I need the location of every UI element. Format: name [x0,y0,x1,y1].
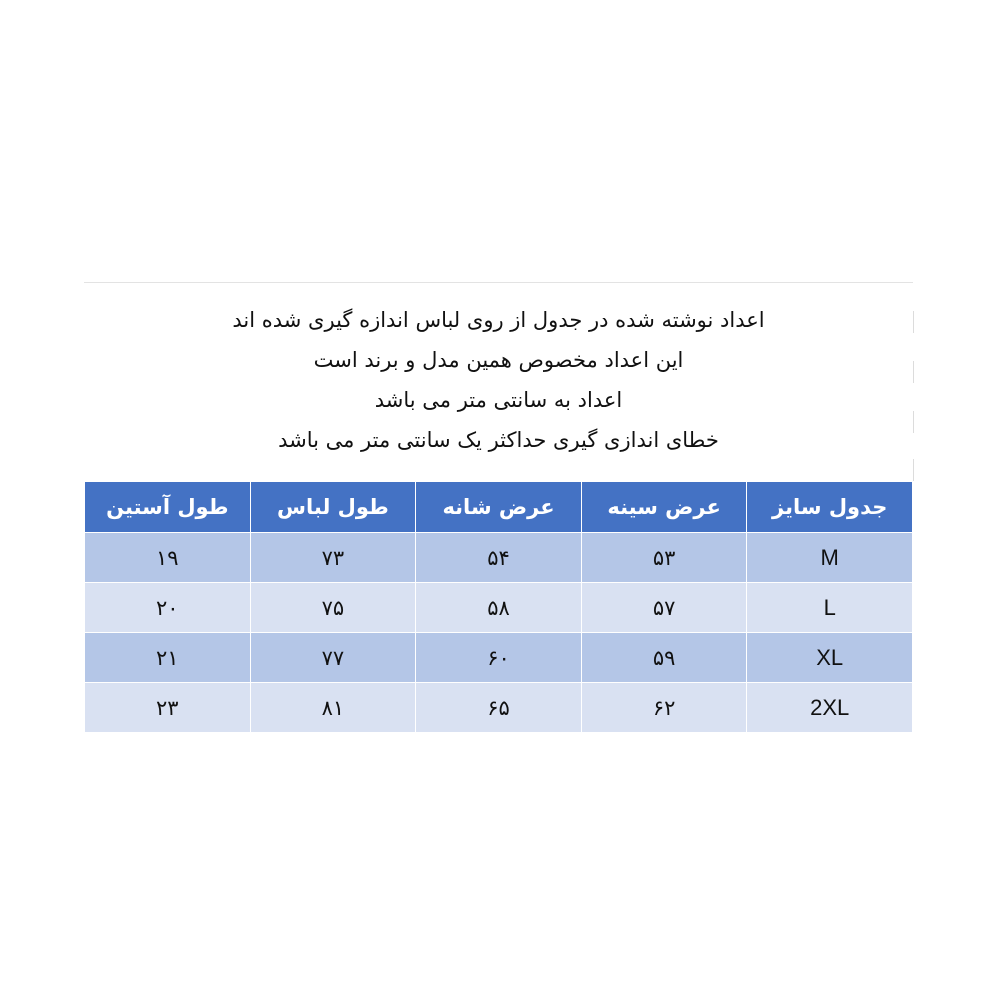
length-cell: ۷۳ [250,533,416,583]
size-cell: 2XL [747,683,913,733]
table-row [85,533,913,583]
size-cell: XL [747,633,913,683]
header-chest-width: عرض سینه [581,482,747,533]
length-cell: ۷۷ [250,633,416,683]
header-shoulder-width: عرض شانه [416,482,582,533]
table-header-row [85,482,913,533]
size-table [84,482,913,733]
size-cell: M [747,533,913,583]
chest-cell: ۶۲ [581,683,747,733]
shoulder-cell: ۶۵ [416,683,582,733]
size-cell: L [747,583,913,633]
header-size: جدول سایز [747,482,913,533]
notes-panel [84,282,913,482]
note-line: خطای اندازی گیری حداکثر یک سانتی متر می باشد [278,428,719,452]
shoulder-cell: ۶۰ [416,633,582,683]
shoulder-cell: ۵۴ [416,533,582,583]
header-sleeve-length: طول آستین [85,482,251,533]
chest-cell: ۵۹ [581,633,747,683]
note-line: این اعداد مخصوص همین مدل و برند است [313,348,684,372]
length-cell: ۸۱ [250,683,416,733]
length-cell: ۷۵ [250,583,416,633]
shoulder-cell: ۵۸ [416,583,582,633]
sleeve-cell: ۲۱ [85,633,251,683]
sleeve-cell: ۲۰ [85,583,251,633]
table-row [85,633,913,683]
sleeve-cell: ۱۹ [85,533,251,583]
table-row [85,583,913,633]
table-row [85,683,913,733]
note-line: اعداد به سانتی متر می باشد [374,388,623,412]
note-line: اعداد نوشته شده در جدول از روی لباس اندازه گیری شده اند [232,308,765,332]
chest-cell: ۵۳ [581,533,747,583]
header-garment-length: طول لباس [250,482,416,533]
notes-border-marks [913,283,914,483]
sleeve-cell: ۲۳ [85,683,251,733]
chest-cell: ۵۷ [581,583,747,633]
